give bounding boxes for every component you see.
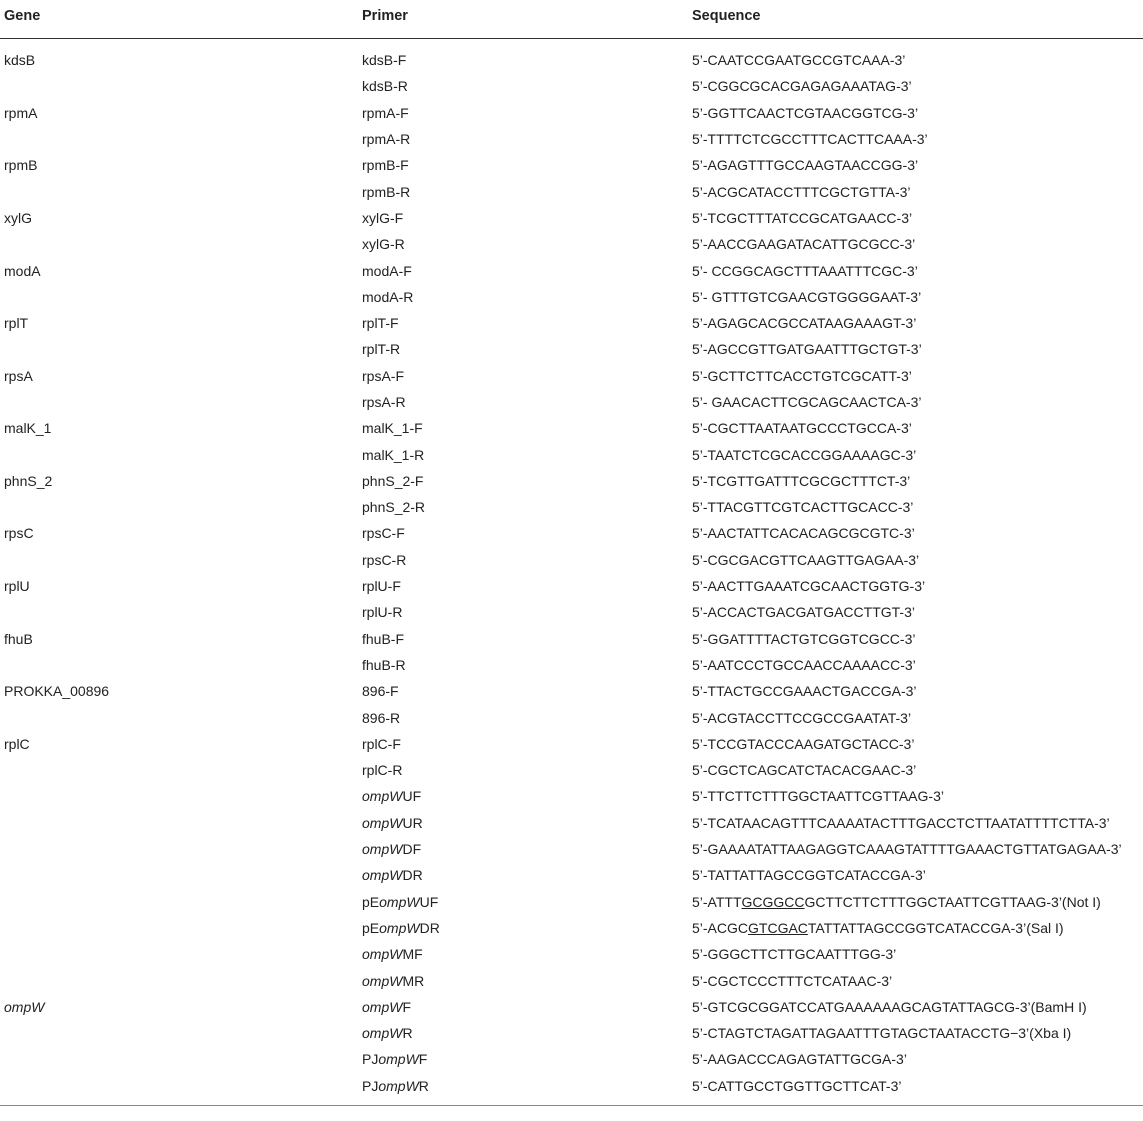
primer-name-post: R [418, 1077, 429, 1094]
table-row [0, 994, 1143, 1020]
gene-name: phnS_2 [4, 472, 53, 489]
primer-column-header: Primer [358, 8, 688, 39]
primer-cell [358, 731, 688, 757]
primer-name-it: ompW [362, 1025, 403, 1042]
primer-cell [358, 231, 688, 257]
primer-name-post: rplC-R [362, 762, 403, 779]
primer-name-post: R [402, 1025, 413, 1042]
sequence-text: 5’-GAAAATATTAAGAGGTCAAAGTATTTTGAAACTGTTATGAGAA-3’ [692, 841, 1122, 858]
table-row [0, 941, 1143, 967]
sequence-cell [688, 810, 1143, 836]
table-row [0, 100, 1143, 126]
sequence-text: 5’-AGCCGTTGATGAATTTGCTGT-3’ [692, 341, 922, 358]
primer-cell [358, 862, 688, 888]
sequence-text: 5’-AGAGTTTGCCAAGTAACCGG-3’ [692, 157, 919, 174]
primer-cell [358, 810, 688, 836]
primer-name-post: UR [402, 814, 423, 831]
primer-cell [358, 704, 688, 730]
sequence-text: 5’-AGAGCACGCCATAAGAAAGT-3’ [692, 315, 917, 332]
sequence-text: 5’- GAACACTTCGCAGCAACTCA-3’ [692, 394, 922, 410]
gene-cell [0, 704, 358, 730]
gene-cell [0, 520, 358, 546]
primer-name-it: ompW [362, 814, 403, 831]
gene-cell [0, 652, 358, 678]
gene-cell [0, 231, 358, 257]
gene-cell [0, 599, 358, 625]
gene-name: rpmB [4, 157, 38, 174]
sequence-cell [688, 468, 1143, 494]
primer-name-post: 896-F [362, 683, 399, 700]
gene-name: ompW [4, 998, 45, 1015]
sequence-cell [688, 284, 1143, 310]
primer-cell [358, 363, 688, 389]
table-row [0, 783, 1143, 809]
primer-name-post: modA-R [362, 288, 414, 305]
primer-cell [358, 520, 688, 546]
primer-cell [358, 915, 688, 941]
sequence-cell [688, 415, 1143, 441]
sequence-cell [688, 547, 1143, 573]
sequence-text: 5’-CGCTTAATAATGCCCTGCCA-3’ [692, 420, 912, 437]
primer-cell [358, 547, 688, 573]
gene-name: rpsA [4, 367, 33, 384]
gene-cell [0, 415, 358, 441]
sequence-text: 5’-AATCCCTGCCAACCAAAACC-3’ [692, 656, 916, 673]
primer-name-post: phnS_2-F [362, 472, 424, 489]
sequence-text: 5’-TTACTGCCGAAACTGACCGA-3’ [692, 683, 917, 700]
sequence-cell [688, 836, 1143, 862]
sequence-text: 5’-CGCTCCCTTTCTCATAAC-3’ [692, 972, 893, 989]
gene-name: rplU [4, 578, 30, 595]
sequence-text: 5’-CGGCGCACGAGAGAAATAG-3’ [692, 78, 912, 95]
primer-cell [358, 39, 688, 74]
table-row [0, 389, 1143, 415]
primer-name-post: rpmA-F [362, 104, 409, 121]
table-row [0, 73, 1143, 99]
primer-name-post: DR [402, 867, 423, 884]
primer-name-post: rplT-R [362, 341, 401, 358]
sequence-cell [688, 967, 1143, 993]
sequence-cell [688, 941, 1143, 967]
gene-column-header: Gene [0, 8, 358, 39]
table-row [0, 626, 1143, 652]
primer-name-it: ompW [378, 1077, 419, 1094]
primer-cell [358, 389, 688, 415]
primer-name-pre: PJ [362, 1051, 379, 1068]
sequence-text: 5’-AACTTGAAATCGCAACTGGTG-3’ [692, 578, 926, 595]
gene-cell [0, 573, 358, 599]
gene-cell [0, 1046, 358, 1072]
primer-name-post: phnS_2-R [362, 499, 426, 516]
header-row [0, 8, 1143, 39]
primer-name-post: xylG-R [362, 236, 405, 253]
table-row [0, 441, 1143, 467]
table-row [0, 231, 1143, 257]
primer-name-post: xylG-F [362, 209, 404, 226]
sequence-cell [688, 1046, 1143, 1072]
sequence-text: 5’-ACCACTGACGATGACCTTGT-3’ [692, 604, 915, 621]
sequence-cell [688, 441, 1143, 467]
primer-name-it: ompW [362, 788, 403, 805]
primer-cell [358, 678, 688, 704]
primer-name-post: rpsC-R [362, 551, 407, 568]
sequence-column-header: Sequence [688, 8, 1143, 39]
gene-name: rplT [4, 315, 29, 332]
sequence-text: 5’-TCCGTACCCAAGATGCTACC-3’ [692, 735, 915, 752]
sequence-cell [688, 178, 1143, 204]
table-body [0, 39, 1143, 1106]
table-row [0, 205, 1143, 231]
table-row [0, 652, 1143, 678]
primer-cell [358, 652, 688, 678]
primer-cell [358, 284, 688, 310]
restriction-site: GCGGCC [741, 893, 805, 910]
primer-name-post: rplC-F [362, 735, 401, 752]
table-row [0, 678, 1143, 704]
sequence-text: 5’-TATTATTAGCCGGTCATACCGA-3’ [692, 867, 926, 884]
primer-cell [358, 941, 688, 967]
primer-cell [358, 1073, 688, 1106]
gene-cell [0, 1020, 358, 1046]
sequence-text: 5’-AACCGAAGATACATTGCGCC-3’ [692, 236, 916, 253]
sequence-cell [688, 862, 1143, 888]
gene-cell [0, 126, 358, 152]
gene-cell [0, 441, 358, 467]
primer-name-post: MR [402, 972, 425, 989]
table-row [0, 599, 1143, 625]
sequence-cell [688, 363, 1143, 389]
primer-name-it: ompW [379, 893, 420, 910]
sequence-text: 5’-CAATCCGAATGCCGTCAAA-3’ [692, 52, 906, 69]
primer-name-post: DF [402, 841, 422, 858]
primer-cell [358, 205, 688, 231]
primer-name-post: rpsA-R [362, 394, 406, 410]
primer-name-post: malK_1-R [362, 446, 425, 463]
sequence-text: 5’-AACTATTCACACAGCGCGTC-3’ [692, 525, 915, 542]
primer-cell [358, 100, 688, 126]
sequence-cell [688, 626, 1143, 652]
sequence-text: TATTATTAGCCGGTCATACCGA-3’(Sal I) [807, 919, 1064, 936]
primer-cell [358, 178, 688, 204]
table-row [0, 363, 1143, 389]
primer-name-post: kdsB-F [362, 52, 407, 69]
gene-name: modA [4, 262, 41, 279]
table-row [0, 967, 1143, 993]
primer-name-pre: pE [362, 893, 380, 910]
gene-cell [0, 100, 358, 126]
gene-cell [0, 915, 358, 941]
primer-cell [358, 994, 688, 1020]
gene-cell [0, 73, 358, 99]
primer-name-post: rplU-F [362, 578, 401, 595]
sequence-text: 5’-TTCTTCTTTGGCTAATTCGTTAAG-3’ [692, 788, 944, 805]
table-row [0, 573, 1143, 599]
gene-cell [0, 731, 358, 757]
sequence-cell [688, 1020, 1143, 1046]
sequence-text: 5’-GGATTTTACTGTCGGTCGCC-3’ [692, 630, 916, 647]
primer-table [0, 8, 1143, 1106]
sequence-text: 5’-ACGTACCTTCCGCCGAATAT-3’ [692, 709, 912, 726]
primer-cell [358, 152, 688, 178]
gene-cell [0, 152, 358, 178]
sequence-cell [688, 336, 1143, 362]
gene-cell [0, 941, 358, 967]
table-row [0, 757, 1143, 783]
gene-cell [0, 363, 358, 389]
primer-name-post: DR [419, 919, 440, 936]
primer-cell [358, 468, 688, 494]
table-row [0, 810, 1143, 836]
sequence-cell [688, 573, 1143, 599]
table-row [0, 284, 1143, 310]
gene-name: rplC [4, 735, 30, 752]
gene-cell [0, 783, 358, 809]
sequence-text: 5’-CTAGTCTAGATTAGAATTTGTAGCTAATACCTG−3’(Xba I) [692, 1025, 1072, 1042]
primer-cell [358, 310, 688, 336]
sequence-cell [688, 205, 1143, 231]
gene-name: malK_1 [4, 420, 52, 437]
gene-name: fhuB [4, 630, 33, 647]
sequence-cell [688, 704, 1143, 730]
gene-name: kdsB [4, 52, 36, 69]
primer-cell [358, 257, 688, 283]
sequence-text: 5’-ATTT [692, 893, 742, 910]
primer-name-post: UF [419, 893, 439, 910]
primer-name-it: ompW [379, 919, 420, 936]
primer-cell [358, 599, 688, 625]
sequence-text: 5’-TTTTCTCGCCTTTCACTTCAAA-3’ [692, 131, 928, 148]
table-row [0, 704, 1143, 730]
sequence-cell [688, 599, 1143, 625]
primer-name-post: UF [402, 788, 422, 805]
gene-cell [0, 389, 358, 415]
sequence-cell [688, 652, 1143, 678]
gene-cell [0, 547, 358, 573]
sequence-cell [688, 100, 1143, 126]
gene-cell [0, 1073, 358, 1106]
sequence-cell [688, 73, 1143, 99]
sequence-text: 5’-TCATAACAGTTTCAAAATACTTTGACCTCTTAATATTTTCTTA-3’ [692, 814, 1110, 831]
table-row [0, 39, 1143, 74]
gene-cell [0, 494, 358, 520]
gene-cell [0, 336, 358, 362]
primer-cell [358, 783, 688, 809]
gene-cell [0, 757, 358, 783]
restriction-site: GTCGAC [748, 919, 808, 936]
table-row [0, 1020, 1143, 1046]
primer-name-post: rpsC-F [362, 525, 405, 542]
primer-name-post: 896-R [362, 709, 401, 726]
gene-cell [0, 178, 358, 204]
sequence-cell [688, 39, 1143, 74]
gene-cell [0, 994, 358, 1020]
table-row [0, 520, 1143, 546]
primer-name-it: ompW [362, 841, 403, 858]
sequence-cell [688, 783, 1143, 809]
primer-name-post: modA-F [362, 262, 412, 279]
gene-cell [0, 205, 358, 231]
gene-cell [0, 257, 358, 283]
primer-name-it: ompW [378, 1051, 419, 1068]
sequence-text: 5’-CGCTCAGCATCTACACGAAC-3’ [692, 762, 917, 779]
primer-name-post: fhuB-F [362, 630, 405, 647]
sequence-cell [688, 152, 1143, 178]
table-row [0, 310, 1143, 336]
sequence-cell [688, 257, 1143, 283]
primer-name-post: F [418, 1051, 428, 1068]
sequence-text: 5’-ACGCATACCTTTCGCTGTTA-3’ [692, 183, 911, 200]
gene-cell [0, 889, 358, 915]
sequence-cell [688, 678, 1143, 704]
sequence-text: 5’-ACGC [692, 919, 749, 936]
table-row [0, 178, 1143, 204]
sequence-cell [688, 231, 1143, 257]
sequence-text: 5’-CGCGACGTTCAAGTTGAGAA-3’ [692, 551, 920, 568]
sequence-cell [688, 915, 1143, 941]
primer-name-post: F [402, 998, 412, 1015]
gene-name: rpsC [4, 525, 34, 542]
gene-cell [0, 810, 358, 836]
primer-cell [358, 1020, 688, 1046]
gene-cell [0, 862, 358, 888]
primer-cell [358, 441, 688, 467]
table-row [0, 494, 1143, 520]
table-row [0, 1046, 1143, 1072]
gene-cell [0, 468, 358, 494]
sequence-cell [688, 1073, 1143, 1106]
primer-name-post: rpmB-F [362, 157, 409, 174]
sequence-text: 5’-AAGACCCAGAGTATTGCGA-3’ [692, 1051, 907, 1068]
primer-name-post: rpsA-F [362, 367, 404, 384]
primer-cell [358, 73, 688, 99]
table-row [0, 468, 1143, 494]
sequence-text: 5’-TCGCTTTATCCGCATGAACC-3’ [692, 209, 913, 226]
sequence-text: 5’-GGTTCAACTCGTAACGGTCG-3’ [692, 104, 919, 121]
primer-cell [358, 967, 688, 993]
table-row [0, 257, 1143, 283]
primer-name-post: malK_1-F [362, 420, 423, 437]
primer-name-post: rplU-R [362, 604, 403, 621]
sequence-text: 5’-GTCGCGGATCCATGAAAAAAGCAGTATTAGCG-3’(BamH I) [692, 998, 1087, 1015]
table-row [0, 889, 1143, 915]
gene-cell [0, 39, 358, 74]
sequence-text: 5’-CATTGCCTGGTTGCTTCAT-3’ [692, 1077, 902, 1094]
sequence-cell [688, 994, 1143, 1020]
table-row [0, 731, 1143, 757]
sequence-cell [688, 126, 1143, 152]
primer-name-it: ompW [362, 946, 403, 963]
primer-name-it: ompW [362, 867, 403, 884]
primer-cell [358, 626, 688, 652]
primer-name-post: kdsB-R [362, 78, 408, 95]
primer-cell [358, 757, 688, 783]
primer-cell [358, 126, 688, 152]
primer-cell [358, 836, 688, 862]
primer-name-it: ompW [362, 998, 403, 1015]
sequence-text: 5’-GCTTCTTCACCTGTCGCATT-3’ [692, 367, 912, 384]
sequence-cell [688, 520, 1143, 546]
table-row [0, 415, 1143, 441]
gene-name: xylG [4, 209, 32, 226]
table-row [0, 915, 1143, 941]
sequence-text: GCTTCTTCTTTGGCTAATTCGTTAAG-3’(Not I) [804, 893, 1101, 910]
sequence-text: 5’-TAATCTCGCACCGGAAAAGC-3’ [692, 446, 917, 463]
table-row [0, 1073, 1143, 1106]
primer-cell [358, 889, 688, 915]
gene-cell [0, 967, 358, 993]
primer-cell [358, 336, 688, 362]
sequence-text: 5’- GTTTGTCGAACGTGGGGAAT-3’ [692, 288, 922, 305]
gene-cell [0, 678, 358, 704]
table-row [0, 547, 1143, 573]
gene-cell [0, 310, 358, 336]
gene-name: PROKKA_00896 [4, 683, 110, 700]
table-row [0, 862, 1143, 888]
primer-name-post: rpmA-R [362, 131, 411, 148]
table-row [0, 152, 1143, 178]
gene-name: rpmA [4, 104, 38, 121]
table-row [0, 336, 1143, 362]
primer-name-post: rplT-F [362, 315, 399, 332]
sequence-text: 5’- CCGGCAGCTTTAAATTTCGC-3’ [692, 262, 918, 279]
primer-name-post: rpmB-R [362, 183, 411, 200]
sequence-cell [688, 731, 1143, 757]
gene-cell [0, 836, 358, 862]
table-row [0, 126, 1143, 152]
sequence-text: 5’-TTACGTTCGTCACTTGCACC-3’ [692, 499, 914, 516]
sequence-cell [688, 757, 1143, 783]
primer-cell [358, 1046, 688, 1072]
sequence-cell [688, 889, 1143, 915]
primer-cell [358, 494, 688, 520]
primer-name-post: MF [402, 946, 423, 963]
sequence-cell [688, 389, 1143, 415]
sequence-text: 5’-TCGTTGATTTCGCGCTTTCT-3’ [692, 472, 911, 489]
table-row [0, 836, 1143, 862]
primer-name-pre: pE [362, 919, 380, 936]
gene-cell [0, 284, 358, 310]
primer-name-pre: PJ [362, 1077, 379, 1094]
sequence-cell [688, 494, 1143, 520]
primer-name-it: ompW [362, 972, 403, 989]
primer-name-post: fhuB-R [362, 656, 406, 673]
sequence-cell [688, 310, 1143, 336]
gene-cell [0, 626, 358, 652]
sequence-text: 5’-GGGCTTCTTGCAATTTGG-3’ [692, 946, 897, 963]
primer-cell [358, 573, 688, 599]
primer-cell [358, 415, 688, 441]
